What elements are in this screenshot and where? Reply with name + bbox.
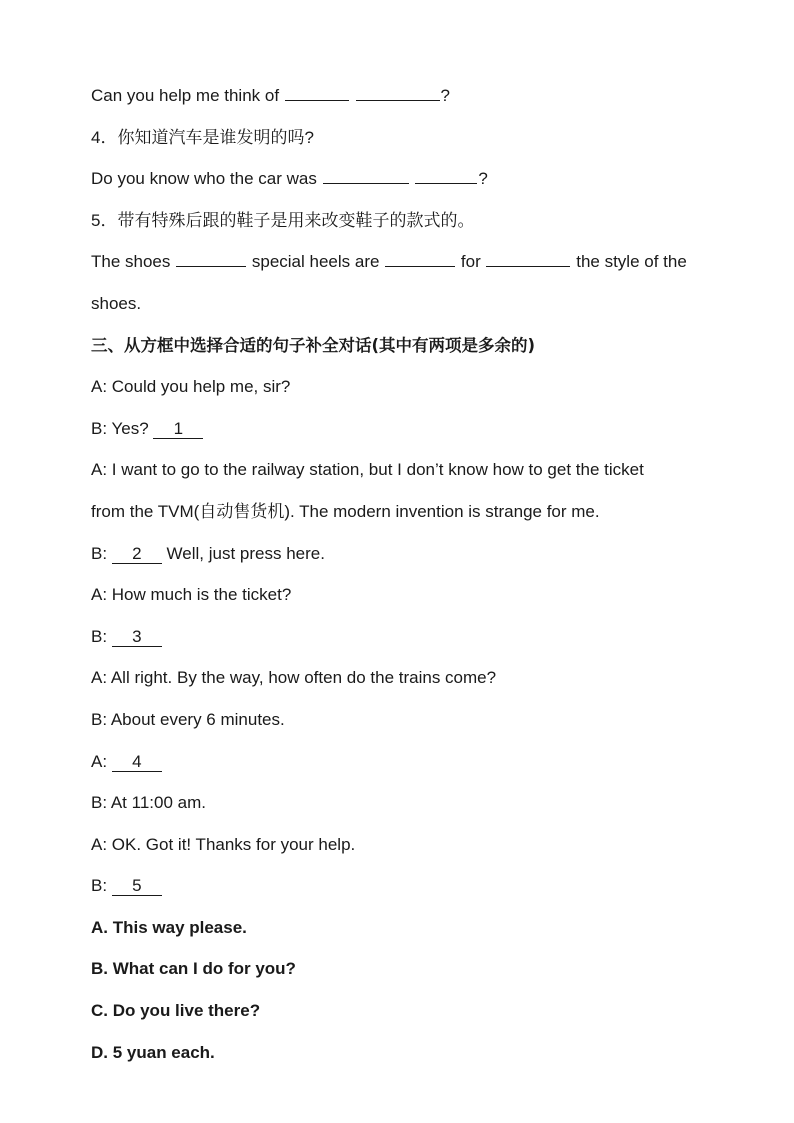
answer-blank[interactable] xyxy=(385,249,455,267)
q4-english-line xyxy=(91,158,721,200)
speaker-text: B: xyxy=(91,876,108,896)
dialogue-line: A: How much is the ticket? xyxy=(91,585,292,605)
q5-english-part1: The shoes xyxy=(91,252,171,272)
option-a: A. This way please. xyxy=(91,917,247,937)
option-b: B. What can I do for you? xyxy=(91,959,296,979)
q4-english-suffix: ? xyxy=(478,169,488,189)
dialogue-line xyxy=(91,741,721,783)
dialogue-line: from the TVM(自动售货机). The modern invention is strange for me. xyxy=(91,501,600,521)
dialogue-line xyxy=(91,616,721,658)
q5-english-part3: for xyxy=(460,252,481,272)
dialogue-line: A: All right. By the way, how often do the trains come? xyxy=(91,668,497,688)
q4-english-prefix: Do you know who the car was xyxy=(91,169,317,189)
answer-blank-1[interactable]: 1 xyxy=(153,419,203,439)
worksheet-page xyxy=(91,75,721,1073)
q5-chinese-line: 5．带有特殊后跟的鞋子是用来改变鞋子的款式的。 xyxy=(91,210,475,230)
section3-heading: 三、从方框中选择合适的句子补全对话(其中有两项是多余的) xyxy=(91,335,536,355)
speaker-text: B: xyxy=(91,626,108,646)
q3-english-prefix: Can you help me think of xyxy=(91,86,280,105)
answer-blank[interactable] xyxy=(415,166,477,184)
dialogue-line xyxy=(91,408,721,450)
answer-blank-3[interactable]: 3 xyxy=(112,627,162,647)
answer-blank[interactable] xyxy=(323,166,409,184)
q5-english-part4: the style of the xyxy=(576,252,687,272)
answer-blank[interactable] xyxy=(486,249,570,267)
speaker-text: B: xyxy=(91,543,108,563)
speaker-text: B: Yes? xyxy=(91,418,149,438)
answer-blank[interactable] xyxy=(176,249,246,267)
q3-english-line xyxy=(91,75,721,117)
q5-english-part2: special heels are xyxy=(251,252,380,272)
q3-english-suffix: ? xyxy=(440,86,450,105)
speaker-text: Well, just press here. xyxy=(166,543,325,563)
answer-blank-5[interactable]: 5 xyxy=(112,876,162,896)
speaker-text: A: xyxy=(91,751,108,771)
q5-english-line xyxy=(91,241,721,283)
q4-chinese-line: 4．你知道汽车是谁发明的吗? xyxy=(91,127,314,147)
dialogue-line: A: I want to go to the railway station, but I don’t know how to get the ticket xyxy=(91,460,644,480)
answer-blank[interactable] xyxy=(356,83,440,101)
dialogue-line: B: About every 6 minutes. xyxy=(91,709,285,729)
dialogue-line xyxy=(91,533,721,575)
q5-english-line2: shoes. xyxy=(91,293,142,313)
dialogue-line xyxy=(91,865,721,907)
answer-blank-4[interactable]: 4 xyxy=(112,752,162,772)
dialogue-line: A: OK. Got it! Thanks for your help. xyxy=(91,834,356,854)
dialogue-line: A: Could you help me, sir? xyxy=(91,377,291,397)
dialogue-line: B: At 11:00 am. xyxy=(91,793,206,813)
option-c: C. Do you live there? xyxy=(91,1001,261,1021)
answer-blank-2[interactable]: 2 xyxy=(112,544,162,564)
answer-blank[interactable] xyxy=(285,83,349,101)
option-d: D. 5 yuan each. xyxy=(91,1042,215,1062)
